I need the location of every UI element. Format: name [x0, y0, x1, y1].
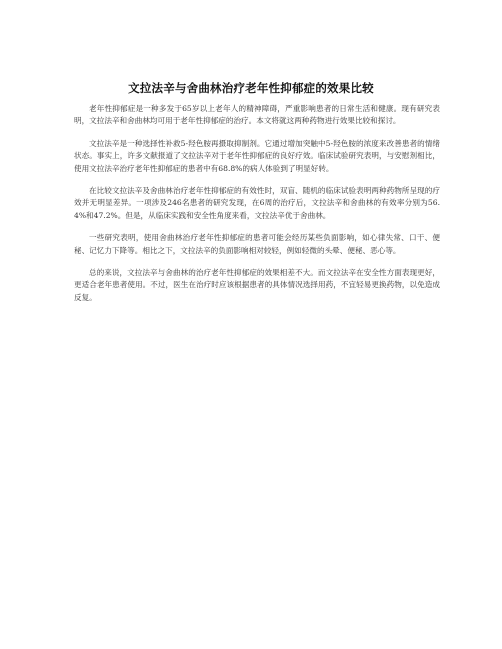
paragraph-side-effects: 一些研究表明，使用舍曲林治疗老年性抑郁症的患者可能会经历某些负面影响，如心律失常、口干、便秘、记忆力下降等。相比之下，文拉法辛的负面影响相对较轻，例如轻微的头晕、便秘、恶心等。 — [74, 233, 440, 255]
paragraph-venlafaxine: 文拉法辛是一种选择性补救5-羟色胺再摄取抑制剂。它通过增加突触中5-羟色胺的浓度来改善患者的情绪状态。事实上，许多文献报道了文拉法辛对于老年性抑郁症的良好疗效。临床试验研究表明，与安慰剂相比，使用文拉法辛治疗老年性抑郁症的患者中有68.8%的病人体验到了明显好转。 — [74, 138, 440, 173]
paragraph-comparison: 在比较文拉法辛及舍曲林治疗老年性抑郁症的有效性时，双盲、随机的临床试验表明两种药物所呈现的疗效并无明显差异。一项涉及246名患者的研究发现，在6周的治疗后，文拉法辛和舍曲林的有效率分别为56.4%和47.2%。但是，从临床实践和安全性角度来看，文拉法辛优于舍曲林。 — [74, 186, 440, 220]
paragraph-intro: 老年性抑郁症是一种多发于65岁以上老年人的精神障碍，严重影响患者的日常生活和健康。现有研究表明，文拉法辛和舍曲林均可用于老年性抑郁症的治疗。本文将就这两种药物进行效果比较和探讨。 — [74, 104, 440, 126]
document-title: 文拉法辛与舍曲林治疗老年性抑郁症的效果比较 — [128, 81, 374, 95]
paragraph-conclusion: 总的来说，文拉法辛与舍曲林的治疗老年性抑郁症的效果相差不大。而文拉法辛在安全性方面表现更好，更适合老年患者使用。不过，医生在治疗时应该根据患者的具体情况选择用药，不宜轻易更换药物，以免造成反复。 — [74, 268, 440, 302]
document-body — [74, 103, 440, 314]
